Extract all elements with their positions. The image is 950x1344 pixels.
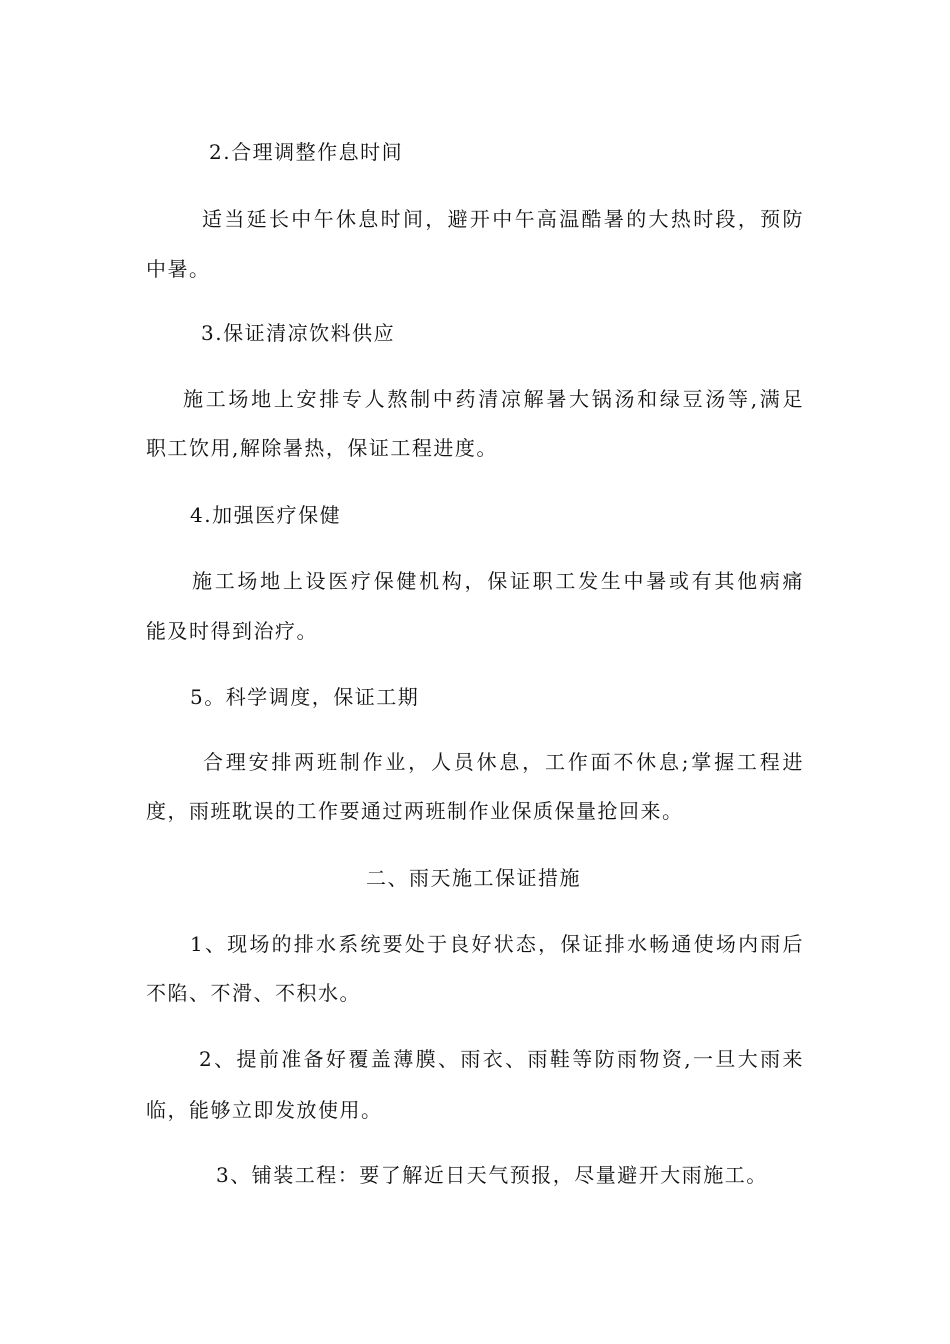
paragraph-4-line-2: 能及时得到治疗。 (146, 619, 318, 643)
paragraph-2-line-1: 适当延长中午休息时间，避开中午高温酷暑的大热时段，预防 (202, 207, 804, 231)
heading-3: 3.保证清凉饮料供应 (201, 321, 396, 345)
rain-item-3: 3、铺装工程：要了解近日天气预报，尽量避开大雨施工。 (216, 1163, 768, 1187)
rain-item-1-line-1: 1、现场的排水系统要处于良好状态，保证排水畅通使场内雨后 (190, 932, 804, 956)
paragraph-2-line-2: 中暑。 (146, 257, 211, 281)
paragraph-4-line-1: 施工场地上设医疗保健机构，保证职工发生中暑或有其他病痛 (192, 569, 804, 593)
heading-2: 2.合理调整作息时间 (209, 140, 404, 164)
heading-5: 5。科学调度，保证工期 (190, 685, 420, 709)
rain-item-1-line-2: 不陷、不滑、不积水。 (146, 981, 361, 1005)
paragraph-5-line-1: 合理安排两班制作业，人员休息，工作面不休息;掌握工程进 (203, 750, 804, 774)
paragraph-3-line-1: 施工场地上安排专人熬制中药清凉解暑大锅汤和绿豆汤等,满足 (183, 387, 804, 411)
section-title: 二、雨天施工保证措施 (366, 866, 581, 890)
paragraph-3-line-2: 职工饮用,解除暑热，保证工程进度。 (146, 436, 498, 460)
paragraph-5-line-2: 度，雨班耽误的工作要通过两班制作业保质保量抢回来。 (146, 799, 684, 823)
rain-item-2-line-1: 2、提前准备好覆盖薄膜、雨衣、雨鞋等防雨物资,一旦大雨来 (199, 1047, 804, 1071)
rain-item-2-line-2: 临，能够立即发放使用。 (146, 1098, 383, 1122)
heading-4: 4.加强医疗保健 (190, 503, 342, 527)
